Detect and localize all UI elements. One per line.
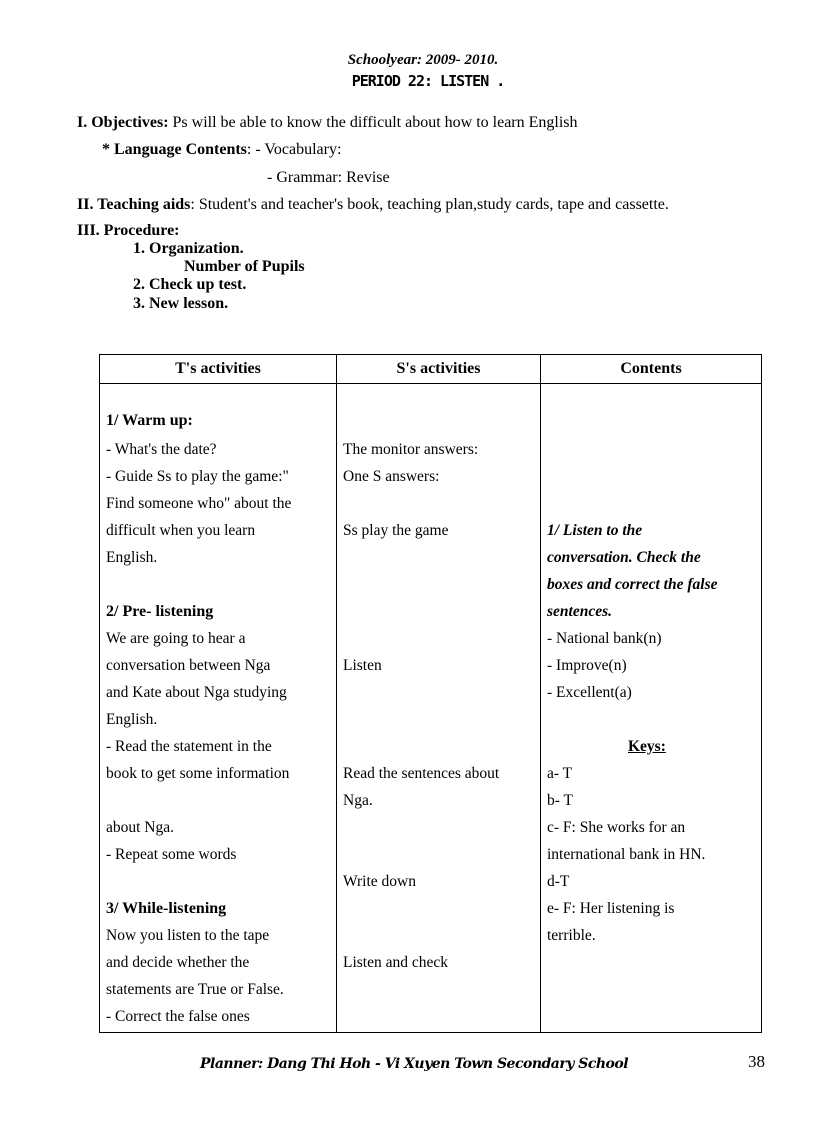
t-line: book to get some information [106, 765, 290, 782]
procedure-label: III. Procedure: [77, 222, 180, 239]
language-contents-label: * Language Contents [102, 141, 247, 158]
t-line: about Nga. [106, 819, 175, 836]
c-line: international bank in HN. [547, 846, 706, 863]
c-line: terrible. [547, 927, 596, 944]
t-line: conversation between Nga [106, 657, 271, 674]
header-s-activities: S's activities [337, 355, 541, 384]
t-line: 2/ Pre- listening [106, 603, 214, 620]
t-line: - Correct the false ones [106, 1008, 250, 1025]
header-contents: Contents [541, 355, 762, 384]
teaching-aids-line [77, 196, 669, 214]
t-line: difficult when you learn [106, 522, 256, 539]
c-line: - Improve(n) [547, 657, 627, 674]
grammar-line: - Grammar: Revise [267, 169, 390, 186]
t-line: and Kate about Nga studying [106, 684, 287, 701]
language-contents-line [102, 141, 341, 159]
planner-footer: Planner: Dang Thi Hoh - Vi Xuyen Town Secondary School [200, 1056, 629, 1072]
language-contents-text: : - Vocabulary: [246, 141, 342, 158]
t-line: English. [106, 549, 158, 566]
c-line: a- T [547, 765, 573, 782]
t-line: 1/ Warm up: [106, 412, 193, 429]
t-line: - Read the statement in the [106, 738, 272, 755]
contents-cell [541, 384, 762, 1033]
c-line: 1/ Listen to the [547, 522, 643, 539]
teaching-aids-text: : Student's and teacher's book, teaching plan,study cards, tape and cassette. [190, 196, 669, 213]
c-line: sentences. [547, 603, 613, 620]
c-line: - Excellent(a) [547, 684, 632, 701]
procedure-step-3: 3. New lesson. [133, 295, 229, 312]
c-line: b- T [547, 792, 573, 809]
table-header-row [100, 355, 762, 384]
teaching-aids-label: II. Teaching aids [77, 196, 191, 213]
header-t-activities: T's activities [100, 355, 337, 384]
objectives-label: I. Objectives: [77, 114, 169, 131]
objectives-text: Ps will be able to know the difficult about how to learn English [168, 114, 578, 131]
table-row [100, 384, 762, 1033]
s-line: Read the sentences about [343, 765, 500, 782]
t-line: - Guide Ss to play the game:" [106, 468, 289, 485]
number-of-pupils: Number of Pupils [184, 258, 305, 275]
s-line: Ss play the game [343, 522, 449, 539]
t-line: - What's the date? [106, 441, 217, 458]
s-activities-cell [337, 384, 541, 1033]
c-line: c- F: She works for an [547, 819, 686, 836]
t-line: statements are True or False. [106, 981, 284, 998]
s-line: The monitor answers: [343, 441, 479, 458]
s-line: Nga. [343, 792, 373, 809]
t-line: Find someone who" about the [106, 495, 292, 512]
school-year: Schoolyear: 2009- 2010. [347, 52, 499, 68]
t-line: 3/ While-listening [106, 900, 227, 917]
c-line: d-T [547, 873, 570, 890]
s-line: Listen [343, 657, 382, 674]
t-activities-cell [100, 384, 337, 1033]
procedure-step-2: 2. Check up test. [133, 276, 247, 293]
keys-heading: Keys: [628, 738, 666, 755]
t-line: and decide whether the [106, 954, 250, 971]
c-line: - National bank(n) [547, 630, 662, 647]
t-line: - Repeat some words [106, 846, 237, 863]
s-line: Write down [343, 873, 416, 890]
t-line: We are going to hear a [106, 630, 246, 647]
objectives-line [77, 114, 578, 132]
page-number: 38 [748, 1052, 765, 1071]
c-line: boxes and correct the false [547, 576, 718, 593]
s-line: One S answers: [343, 468, 440, 485]
c-line: conversation. Check the [547, 549, 701, 566]
t-line: English. [106, 711, 158, 728]
s-line: Listen and check [343, 954, 449, 971]
procedure-step-1: 1. Organization. [133, 240, 244, 257]
lesson-table [99, 354, 762, 1033]
t-line: Now you listen to the tape [106, 927, 270, 944]
c-line: e- F: Her listening is [547, 900, 675, 917]
period-title: PERIOD 22: LISTEN . [351, 72, 505, 90]
